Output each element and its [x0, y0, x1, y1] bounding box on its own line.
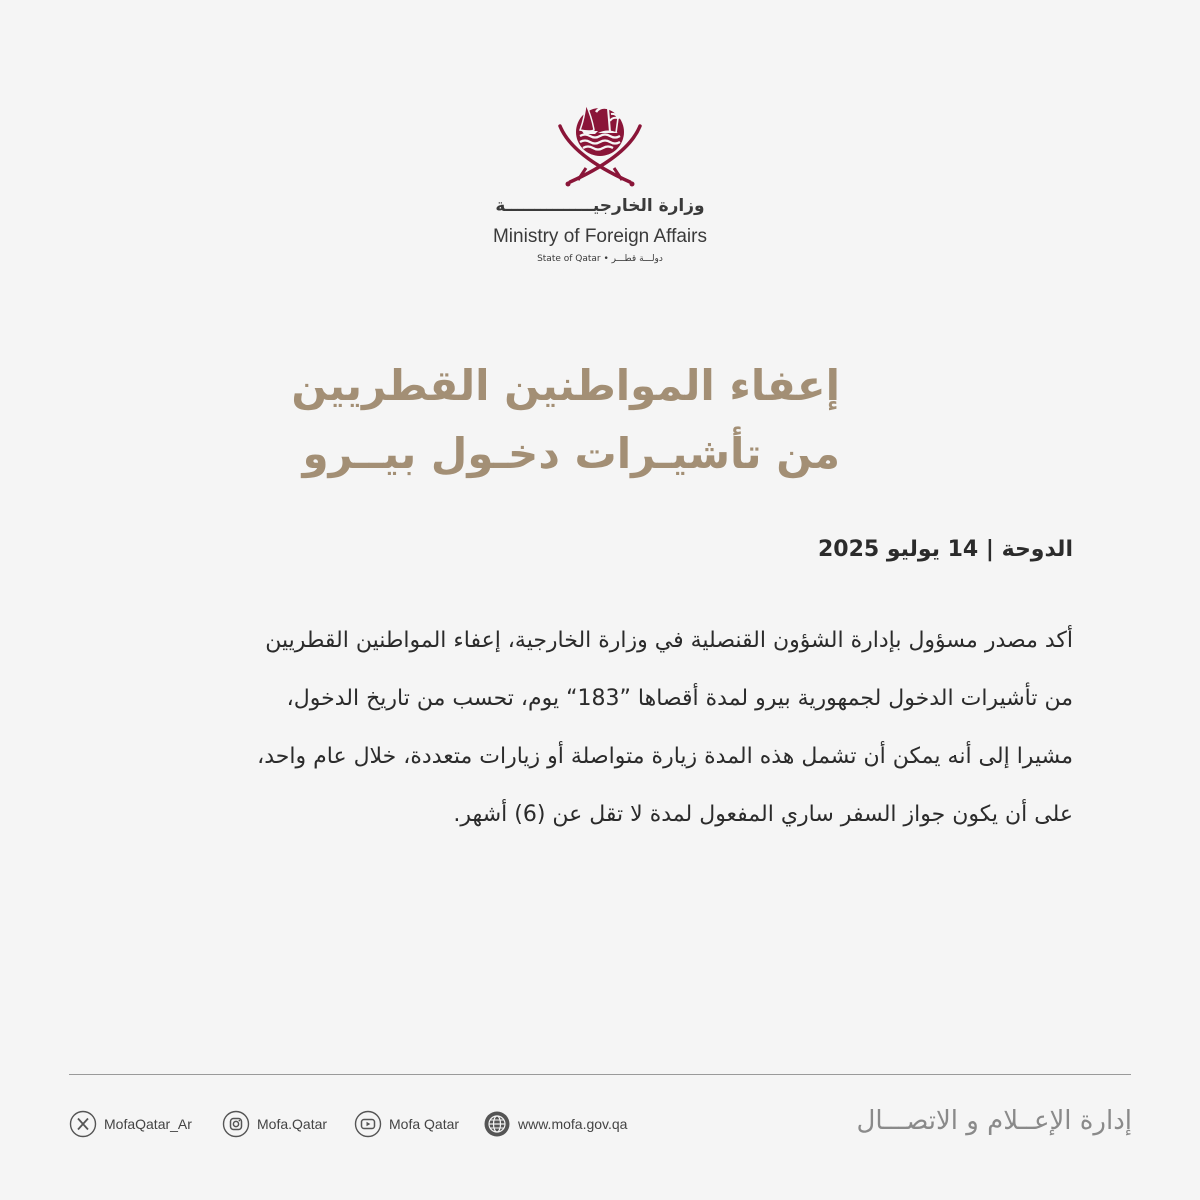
x-social-link[interactable] — [69, 1109, 192, 1139]
title-line-1: إعفاء المواطنين القطريين — [291, 361, 840, 410]
youtube-icon — [354, 1110, 382, 1138]
youtube-social-link[interactable] — [354, 1109, 459, 1139]
x-handle-label: MofaQatar_Ar — [104, 1116, 192, 1132]
globe-icon — [483, 1110, 511, 1138]
x-logo-icon — [69, 1110, 97, 1138]
page-title — [200, 352, 840, 488]
body-line-2: من تأشيرات الدخول لجمهورية بيرو لمدة أقصاها ”183“ يوم، تحسب من تاريخ الدخول، — [286, 686, 1073, 711]
website-url-label: www.mofa.gov.qa — [518, 1116, 628, 1132]
qatar-emblem-icon — [552, 94, 648, 190]
youtube-handle-label: Mofa Qatar — [389, 1116, 460, 1132]
dateline: الدوحة | 14 يوليو 2025 — [817, 537, 1073, 562]
instagram-icon — [222, 1110, 250, 1138]
website-link[interactable] — [483, 1109, 627, 1139]
ministry-name-arabic: وزارة الخارجيـــــــــــــــة — [495, 196, 705, 216]
body-line-3: مشيرا إلى أنه يمكن أن تشمل هذه المدة زيارة متواصلة أو زيارات متعددة، خلال عام واحد، — [257, 744, 1073, 769]
instagram-social-link[interactable] — [222, 1109, 327, 1139]
instagram-handle-label: Mofa.Qatar — [257, 1116, 328, 1132]
footer-divider — [69, 1074, 1131, 1075]
body-line-1: أكد مصدر مسؤول بإدارة الشؤون القنصلية في وزارة الخارجية، إعفاء المواطنين القطريين — [265, 628, 1073, 653]
department-name: إدارة الإعــلام و الاتصـــال — [856, 1106, 1132, 1136]
body-line-4: على أن يكون جواز السفر ساري المفعول لمدة لا تقل عن (6) أشهر. — [453, 802, 1073, 827]
title-line-2: من تأشيـرات دخـول بيــرو — [302, 429, 840, 478]
statement-body — [126, 612, 1073, 844]
ministry-name-english: Ministry of Foreign Affairs — [492, 226, 707, 247]
state-of-qatar-label: State of Qatar • دولـــة قطـــر — [537, 254, 663, 264]
